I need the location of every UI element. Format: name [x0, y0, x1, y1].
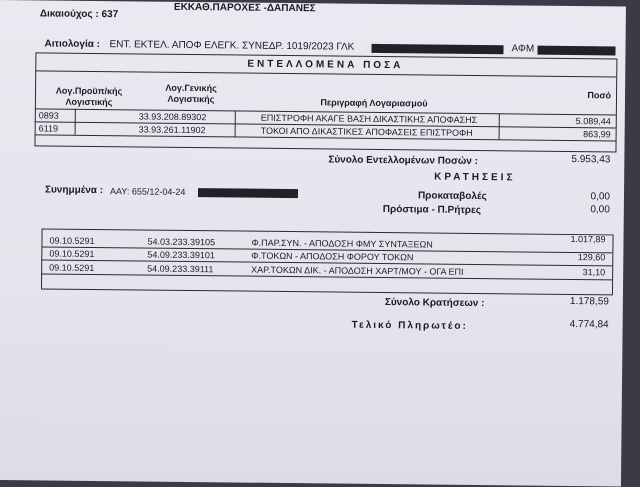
table-cell: 54.09.233.39101 — [147, 249, 215, 261]
redaction-bar — [198, 188, 298, 198]
final-payable-label: Τελικό Πληρωτέο: — [351, 319, 468, 332]
advances-label: Προκαταβολές — [417, 190, 487, 203]
header-description: Περιγραφή Λογαριασμού — [320, 97, 428, 109]
advances-value: 0,00 — [590, 191, 611, 203]
debtor-label: Δικαιούχος : 637 — [39, 8, 119, 21]
table-cell: Φ.ΠΑΡ.ΣΥΝ. - ΑΠΟΔΟΣΗ ΦΜΥ ΣΥΝΤΑΞΕΩΝ — [251, 237, 433, 250]
fines-label: Πρόστιμα - Π.Ρήτρες — [382, 204, 482, 217]
category-text: ΕΚΚΑΘ.ΠΑΡΟΧΕΣ -ΔΑΠΑΝΕΣ — [173, 1, 316, 15]
table-cell: ΧΑΡ.ΤΟΚΩΝ ΔΙΚ. - ΑΠΟΔΟΣΗ ΧΑΡΤ/ΜΟΥ - ΟΓΑ ΕΠΙ — [251, 264, 464, 277]
afm-label: ΑΦΜ — [511, 43, 535, 55]
table-cell: 31,10 — [582, 267, 606, 278]
deductions-title: ΚΡΑΤΗΣΕΙΣ — [434, 171, 516, 184]
table-cell: ΕΠΙΣΤΡΟΦΗ ΑΚΑΓΕ ΒΑΣΗ ΔΙΚΑΣΤΙΚΗΣ ΑΠΟΦΑΣΗΣ — [260, 112, 478, 126]
table-cell: Φ.ΤΟΚΩΝ - ΑΠΟΔΟΣΗ ΦΟΡΟΥ ΤΟΚΩΝ — [251, 250, 414, 263]
table-cell: 5.089,44 — [575, 116, 611, 127]
total-deductions-value: 1.178,59 — [569, 295, 609, 308]
header-amount: Ποσό — [587, 90, 612, 101]
table-cell: 54.03.233.39105 — [147, 236, 216, 248]
table-cell: 129,60 — [577, 252, 606, 263]
table-cell: 33.93.261.11902 — [138, 124, 206, 136]
table-cell: 1.017,89 — [570, 233, 606, 245]
table-cell: 33.93.208.89302 — [138, 111, 207, 123]
table-cell: 09.10.5291 — [49, 262, 95, 274]
table-cell: 6119 — [38, 123, 59, 134]
table-cell: 863,99 — [583, 129, 611, 140]
final-payable-value: 4.774,84 — [569, 318, 609, 331]
table-cell: ΤΟΚΟΙ ΑΠΟ ΔΙΚΑΣΤΙΚΕΣ ΑΠΟΦΑΣΕΙΣ ΕΠΙΣΤΡΟΦΗ — [260, 125, 473, 138]
redaction-bar — [371, 44, 503, 54]
attachments-value: ΑΑΥ: 655/12-04-24 — [109, 186, 186, 197]
total-deductions-label: Σύνολο Κρατήσεων : — [384, 297, 485, 310]
total-entitled-label: Σύνολο Εντελλομένων Ποσών : — [328, 154, 479, 168]
table-cell: 09.10.5291 — [49, 248, 95, 260]
table-cell: 0893 — [38, 110, 59, 121]
table-cell: 54.09.233.39111 — [147, 263, 214, 275]
header-general-account: Λογ.Γενικής Λογιστικής — [165, 82, 217, 105]
table-cell: 09.10.5291 — [49, 235, 95, 247]
attachments-label: Συνημμένα : — [44, 184, 104, 197]
header-budget-account: Λογ.Προϋπ/κής Λογιστικής — [55, 85, 123, 108]
reason-text: ΕΝΤ. ΕΚΤΕΛ. ΑΠΟΦ ΕΛΕΓΚ. ΣΥΝΕΔΡ. 1019/2023 ΓΛΚ — [109, 39, 355, 53]
reason-label: Αιτιολογία : — [44, 38, 101, 51]
total-entitled-value: 5.953,43 — [571, 153, 611, 166]
redaction-bar — [537, 46, 615, 56]
fines-value: 0,00 — [590, 204, 610, 216]
entitled-table-title: ΕΝΤΕΛΛΟΜΕΝΑ ΠΟΣΑ — [247, 58, 404, 72]
